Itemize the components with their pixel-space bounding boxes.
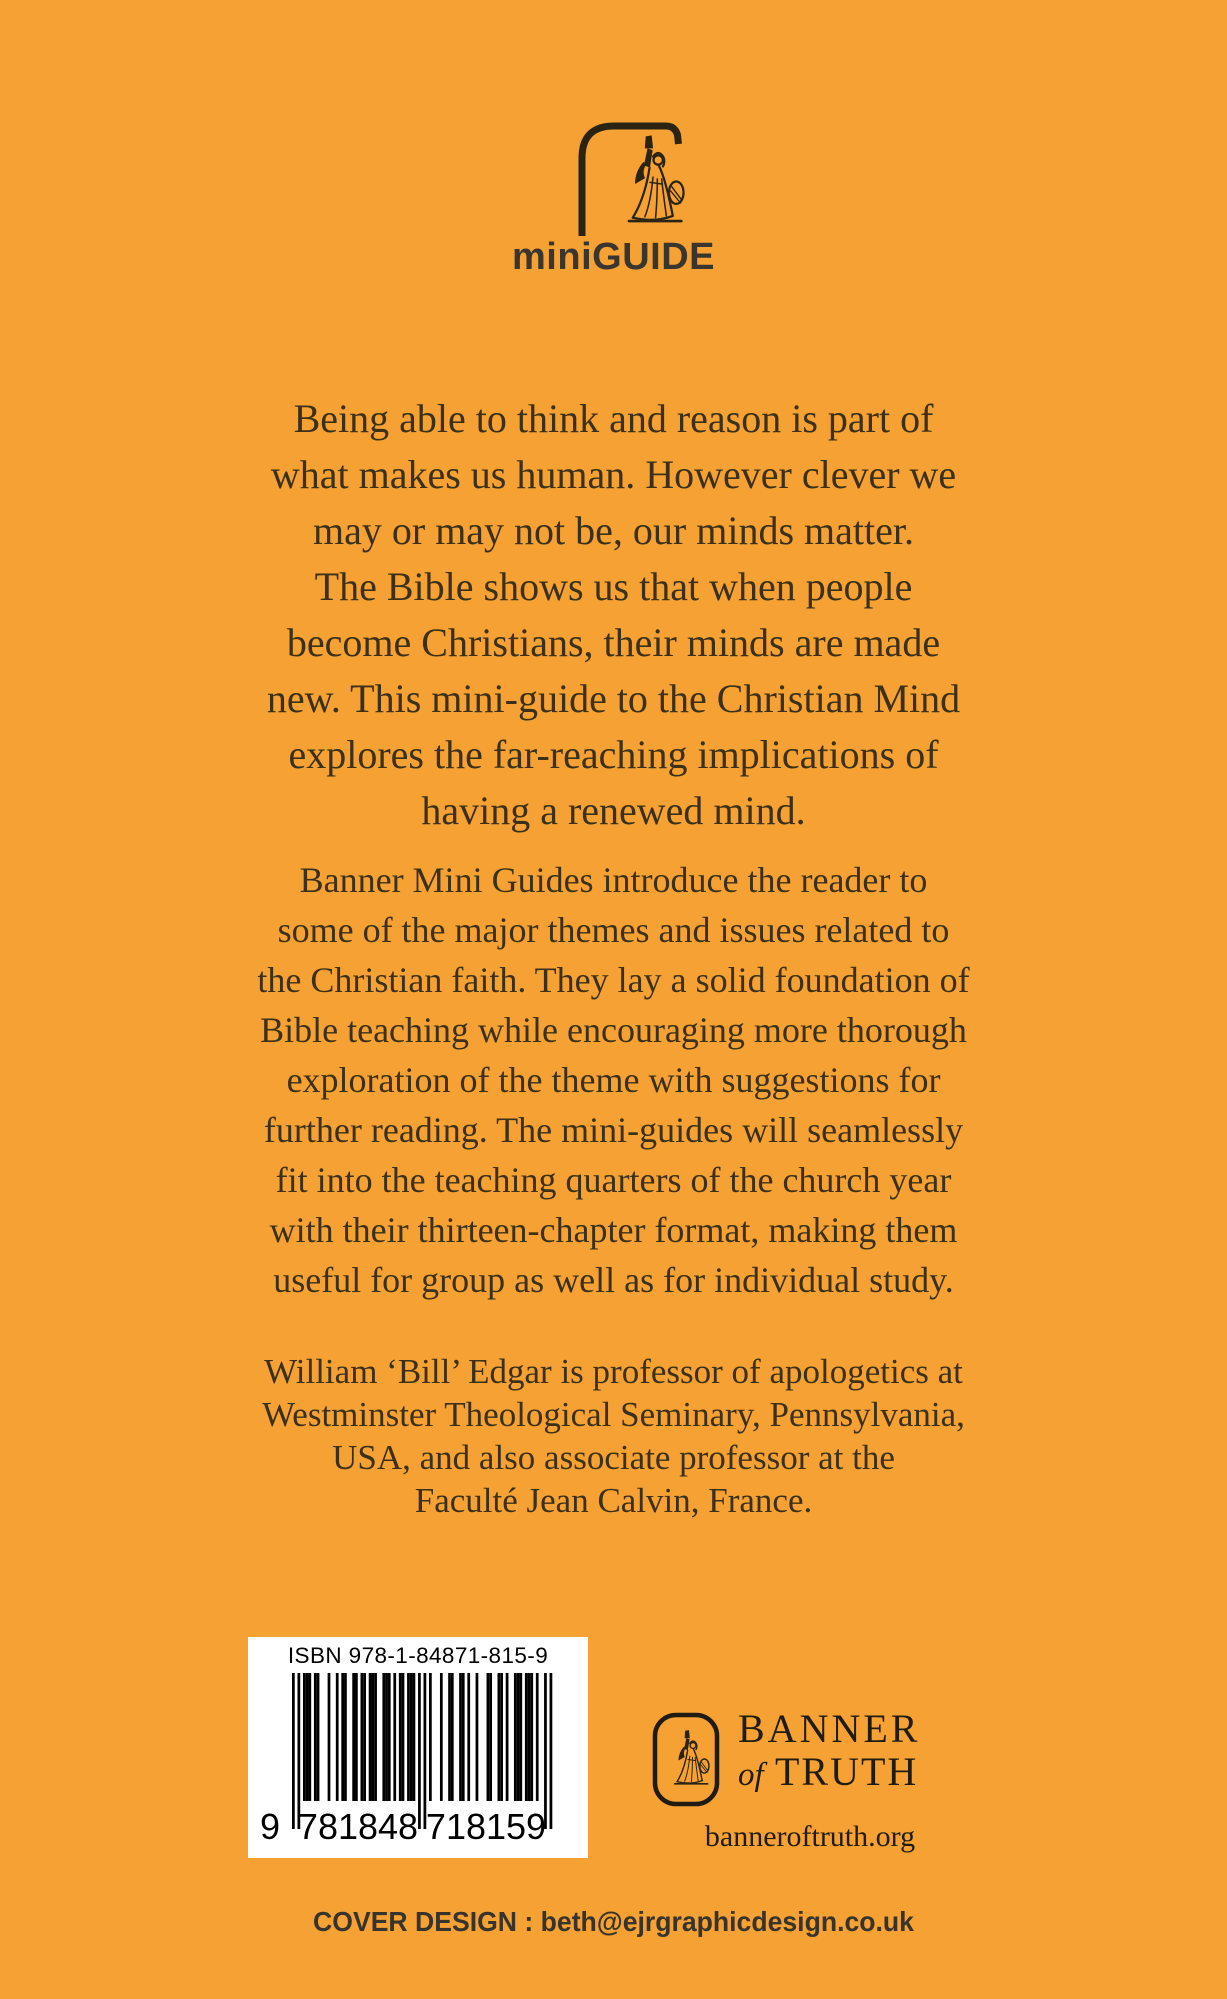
text-line: Faculté Jean Calvin, France.: [414, 1481, 813, 1520]
text-line: Bible teaching while encouraging more thorough: [260, 1010, 967, 1050]
isbn-barcode-panel: [248, 1637, 588, 1858]
publisher-name-line2: [738, 1751, 978, 1796]
cover-design-credit: COVER DESIGN : beth@ejrgraphicdesign.co.uk: [313, 1906, 914, 1937]
barcode-right-digits: 718159: [425, 1806, 547, 1847]
text-line: Banner Mini Guides introduce the reader to: [299, 860, 928, 900]
text-line: may or may not be, our minds matter.: [313, 508, 914, 553]
text-line: Being able to think and reason is part of: [293, 396, 934, 441]
synopsis-paragraph: [0, 391, 1227, 839]
text-line: useful for group as well as for individual study.: [273, 1260, 954, 1300]
text-line: new. This mini-guide to the Christian Mind: [266, 676, 961, 721]
isbn-number: ISBN 978-1-84871-815-9: [287, 1643, 549, 1668]
publisher-name-truth: TRUTH: [774, 1749, 919, 1794]
standard-bearer-icon: [629, 136, 684, 221]
barcode-left-digits: 781848: [297, 1806, 419, 1847]
ean13-barcode: [248, 1673, 588, 1847]
text-line: fit into the teaching quarters of the church year: [275, 1160, 952, 1200]
text-line: with their thirteen-chapter format, making them: [269, 1210, 958, 1250]
publisher-name: [738, 1707, 978, 1796]
text-line: become Christians, their minds are made: [286, 620, 941, 665]
author-bio-paragraph: [0, 1350, 1227, 1522]
banner-of-truth-emblem-icon: [652, 1712, 720, 1807]
text-line: further reading. The mini-guides will seamlessly: [263, 1110, 964, 1150]
text-line: having a renewed mind.: [421, 788, 806, 833]
text-line: some of the major themes and issues related to: [277, 910, 950, 950]
text-line: what makes us human. However clever we: [270, 452, 957, 497]
text-line: exploration of the theme with suggestions for: [286, 1060, 941, 1100]
standard-bearer-icon: [675, 1730, 709, 1783]
miniguide-standard-bearer-logo-icon: [574, 116, 706, 238]
text-line: William ‘Bill’ Edgar is professor of apologetics at: [264, 1352, 963, 1391]
barcode-lead-digit: 9: [259, 1806, 281, 1847]
text-line: Westminster Theological Seminary, Pennsylvania,: [262, 1395, 965, 1434]
publisher-website: banneroftruth.org: [704, 1820, 916, 1853]
brand-wordmark: miniGUIDE: [512, 236, 715, 278]
publisher-name-of: of: [738, 1757, 764, 1793]
publisher-name-line1: BANNER: [738, 1706, 921, 1751]
series-description-paragraph: [0, 855, 1227, 1305]
text-line: The Bible shows us that when people: [314, 564, 913, 609]
text-line: the Christian faith. They lay a solid foundation of: [257, 960, 970, 1000]
text-line: explores the far-reaching implications of: [288, 732, 939, 777]
text-line: USA, and also associate professor at the: [332, 1438, 895, 1477]
